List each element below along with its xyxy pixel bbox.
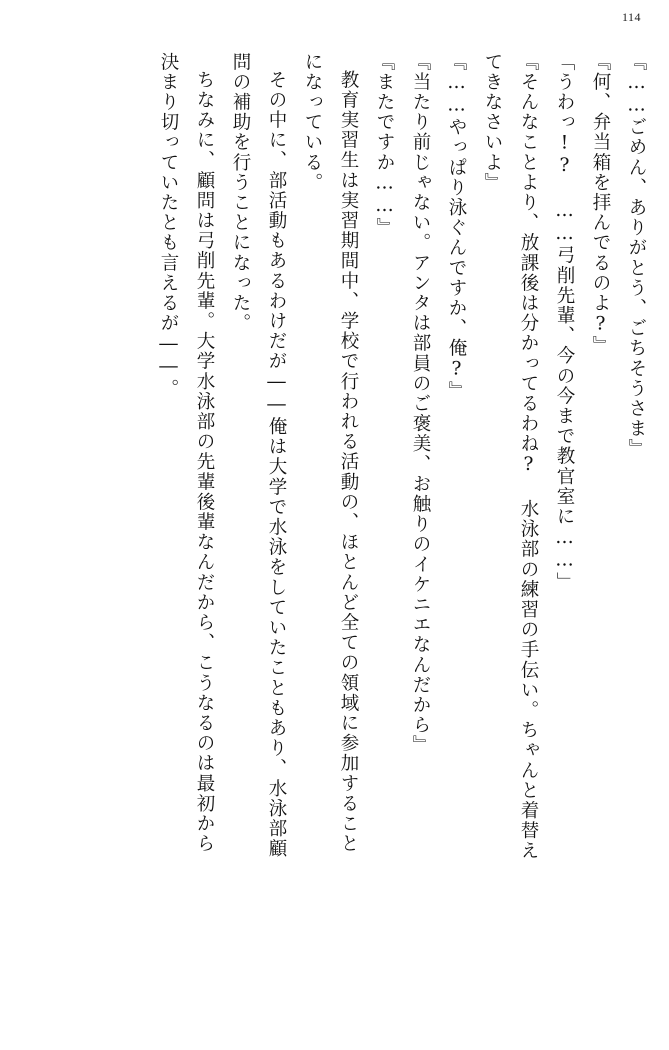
vertical-text-body xyxy=(24,52,645,1022)
text-line: 問の補助を行うことになった。 xyxy=(230,52,251,334)
text-line: 『何、弁当箱を拝んでるのよ?』 xyxy=(590,52,611,356)
text-line: 『またですか……』 xyxy=(374,52,395,238)
text-line: 『当たり前じゃない。アンタは部員のご褒美、お触りのイケニエなんだから』 xyxy=(410,52,431,756)
text-line: になっている。 xyxy=(302,52,323,193)
text-line: てきなさいよ』 xyxy=(482,52,503,193)
text-line: 『……ごめん、ありがとう、ごちそうさま』 xyxy=(626,52,647,459)
text-line: その中に、部活動もあるわけだが――俺は大学で水泳をしていたこともあり、水泳部顧 xyxy=(266,70,287,859)
text-line: 『そんなことより、放課後は分かってるわね? 水泳部の練習の手伝い。ちゃんと着替え xyxy=(518,52,539,861)
text-line: 決まり切っていたとも言えるが――。 xyxy=(158,52,179,399)
page-number: 114 xyxy=(621,10,641,24)
text-line: 教育実習生は実習期間中、学校で行われる活動の、ほとんど全ての領域に参加すること xyxy=(338,70,359,854)
text-line: 「うわっ!? ……弓削先輩、今の今まで教官室に……」 xyxy=(554,52,575,593)
text-line: 『……やっぱり泳ぐんですか、俺?』 xyxy=(446,52,467,402)
text-line: ちなみに、顧問は弓削先輩。大学水泳部の先輩後輩なんだから、こうなるのは最初から xyxy=(194,70,215,854)
